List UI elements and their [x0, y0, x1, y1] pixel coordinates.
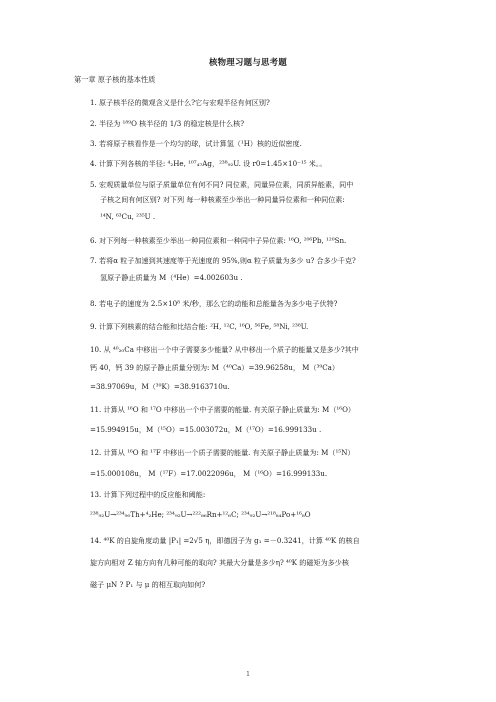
page-title: 核物理习题与思考题 — [208, 57, 288, 67]
question-9: 9. 计算下列核素的结合能和比结合能: ²H, ¹²C, ¹⁶O, ⁵⁶Fe, ⁵⁸Ni, ²³⁸U. — [90, 322, 309, 331]
chapter-heading: 第一章 原子核的基本性质 — [74, 75, 156, 84]
question-5-cont-1: 子核之间有何区别? 对下列 每一种核素至少举出一种同量异位素和一种同位素: — [100, 195, 345, 204]
question-12-cont: =15.000108u， M（¹⁷F）=17.0022096u， M（¹⁶O）=16.999133u. — [90, 469, 328, 478]
question-4: 4. 计算下列各核的半径: ⁴₂He, ¹⁰⁷₄₇Ag，²³⁸₉₂U. 设 r0=1.45×10⁻¹⁵ 米。。 — [90, 159, 327, 168]
question-10-cont-1: 钙 40，钙 39 的原子静止质量分别为: M（⁴⁰Ca）=39.96258u， M（³⁹Ca） — [90, 363, 339, 372]
question-13-equations: ²³⁸₉₂U→²³⁴₉₀Th+⁴₂He; ²³⁴₉₂U→²²²₈₆Rn+¹²₆C; ²³⁴₉₂U→²¹⁸₈₄Po+¹⁶₈O — [90, 510, 311, 519]
question-11: 11. 计算从 ¹⁶O 和 ¹⁷O 中移出一个中子需要的能量. 有关原子静止质量为: M（¹⁶O） — [90, 405, 356, 414]
question-10-cont-2: =38.97069u，M（³⁹K）=38.9163710u. — [90, 382, 230, 391]
question-8: 8. 若电子的速度为 2.5×10⁸ 米/秒，那么它的动能和总能量各为多少电子伏特? — [90, 299, 338, 308]
question-14-cont-2: 磁子 μN ? P₁ 与 μ 的相互取向如何? — [90, 580, 206, 589]
question-13: 13. 计算下列过程中的反应能和阈能: — [90, 490, 206, 499]
page-number: 1 — [246, 671, 250, 678]
question-11-cont: =15.994915u，M（¹⁵O）=15.003072u，M（¹⁷O）=16.999133u . — [90, 425, 322, 434]
question-14-cont-1: 旋方向相对 Z 轴方向有几种可能的取向? 其最大分量是多少η? ⁴⁰K 的磁矩为多少核 — [90, 558, 349, 567]
question-10: 10. 从 ⁴⁰₂₀Ca 中移出一个中子需要多少能量? 从中移出一个质子的能量又是多少?其中 — [90, 345, 359, 354]
question-7-cont: 氢原子静止质量为 M（⁴He）=4.002603u . — [100, 273, 243, 282]
question-7: 7. 若将α 粒子加速到其速度等于光速度的 95%,则α 粒子质量为多少 u? 合多少千克? — [90, 256, 356, 265]
question-5-cont-2: ¹⁴N, ⁶³Cu, ²³⁵U . — [100, 212, 156, 221]
question-2: 2. 半径为 ¹⁸⁹O 核半径的 1/3 的稳定核是什么核? — [90, 119, 245, 128]
question-6: 6. 对下列每一种核素至少举出一种同位素和一种同中子异位素: ¹⁶O, ²⁰⁶Pb, ¹²⁰Sn. — [90, 236, 347, 245]
question-14: 14. ⁴⁰K 的自旋角度动量 |P₁| =2√5 η，即德因子为 g₁ =－0.3241，计算 ⁴⁰K 的核自 — [90, 536, 360, 545]
question-1: 1. 原子核半径的微观含义是什么?它与宏观半径有何区别? — [90, 98, 270, 107]
question-3: 3. 若将原子核看作是一个均匀的球，试计算氢（¹H）核的近似密度. — [90, 139, 302, 148]
question-12: 12. 计算从 ¹⁶O 和 ¹⁷F 中移出一个质子需要的能量. 有关原子静止质量为: M（¹⁵N） — [90, 448, 355, 457]
question-5: 5. 宏观质量单位与原子质量单位有何不同? 同位素，同量异位素，同质异能素，同中 — [90, 180, 354, 189]
